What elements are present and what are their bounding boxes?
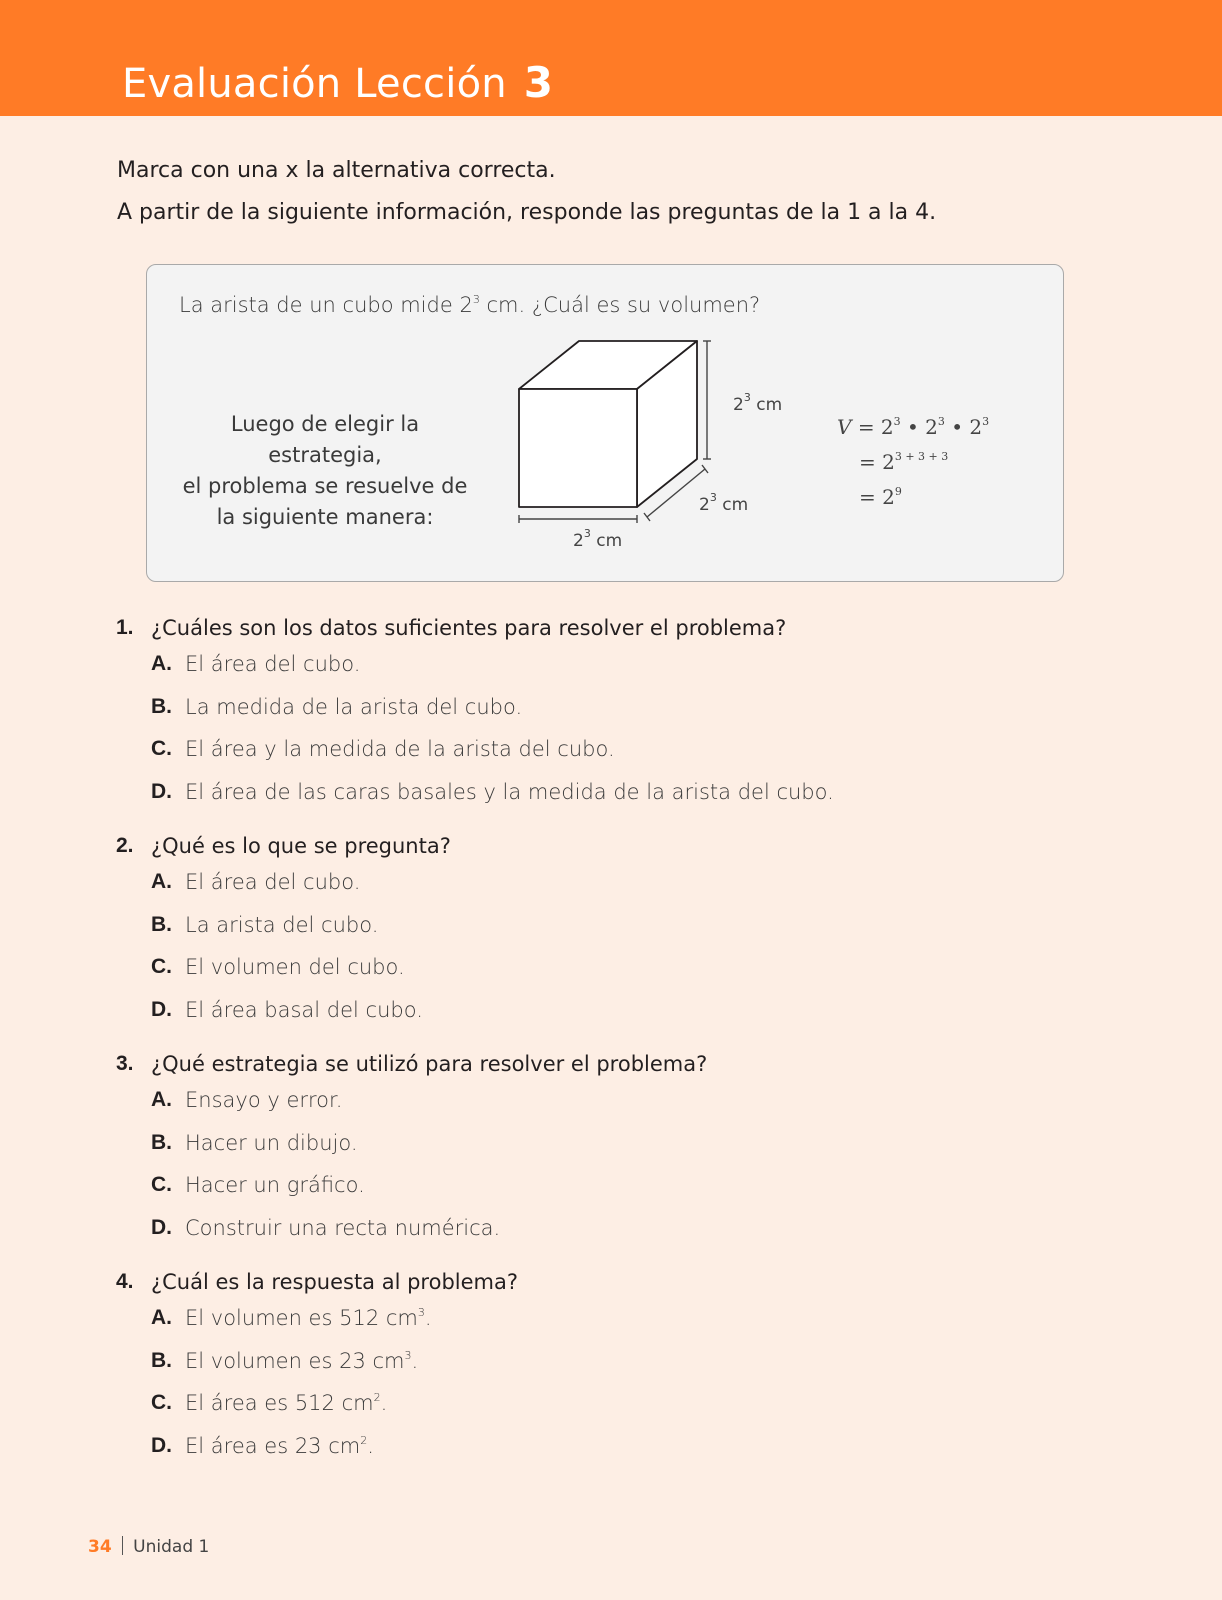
- question-number: 3.: [116, 1052, 134, 1075]
- footer-divider: [122, 1536, 124, 1555]
- unit-label: Unidad 1: [133, 1537, 210, 1557]
- problem-prompt: La arista de un cubo mide $2^3$ cm. ¿Cuál es su volumen?: [179, 293, 761, 317]
- cube-front-face: [519, 389, 637, 507]
- formula-line-3: = $2^9$: [859, 485, 902, 509]
- title-text: Evaluación Lección: [122, 61, 507, 107]
- height-label: $2^3$ cm: [733, 391, 783, 415]
- lesson-number: 3: [523, 58, 554, 107]
- question-text: ¿Cuáles son los datos suficientes para resolver el problema?: [151, 616, 787, 640]
- question-number: 4.: [116, 1270, 134, 1293]
- question-text: ¿Cuál es la respuesta al problema?: [151, 1270, 519, 1294]
- question-number: 1.: [116, 616, 134, 639]
- page-title: [122, 58, 553, 107]
- lesson-header: [0, 0, 1222, 116]
- info-box: [146, 264, 1064, 582]
- cube-diagram: [507, 335, 797, 555]
- formula-line-2: = $2^{3 + 3 + 3}$: [859, 450, 949, 474]
- page-footer: [88, 1536, 209, 1557]
- strategy-text: Luego de elegir la estrategia, el problema se resuelve de la siguiente manera:: [182, 412, 468, 529]
- instruction-2: A partir de la siguiente información, responde las preguntas de la 1 a la 4.: [117, 200, 937, 225]
- question-text: ¿Qué es lo que se pregunta?: [151, 834, 451, 858]
- depth-label: $2^3$ cm: [699, 491, 749, 515]
- question-text: ¿Qué estrategia se utilizó para resolver el problema?: [151, 1052, 708, 1076]
- formula-line-1: $V = 2^3$ • $2^3$ • $2^3$: [837, 415, 990, 439]
- width-label: $2^3$ cm: [573, 527, 623, 551]
- page-number: 34: [88, 1537, 112, 1557]
- volume-formula: [837, 407, 989, 512]
- question-number: 2.: [116, 834, 134, 857]
- instruction-1: Marca con una x la alternativa correcta.: [117, 158, 556, 183]
